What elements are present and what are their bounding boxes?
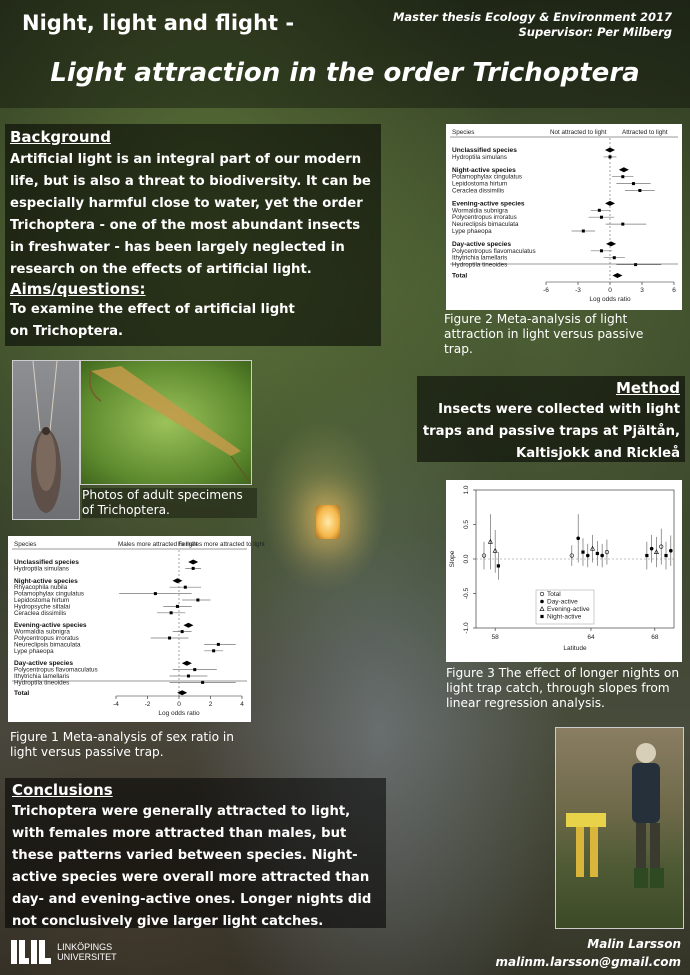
forest-x-axis-label: Log odds ratio xyxy=(589,296,631,303)
forest-point xyxy=(621,223,624,226)
method-text: Insects were collected with light traps and passive traps at Pjältån, Kaltisjokk and Rickleå xyxy=(422,402,680,461)
thesis-info xyxy=(393,10,672,40)
photo-caddisfly-side xyxy=(80,360,252,485)
forest-row-label: Potamophylax cingulatus xyxy=(14,590,85,598)
caddisfly-front-illustration xyxy=(13,361,79,519)
forest-row-label: Hydroptila simulans xyxy=(452,153,507,161)
forest-tick-label: -4 xyxy=(113,701,119,708)
forest-row-label: Unclassified species xyxy=(14,559,79,566)
supervisor-label: Supervisor: Per Milberg xyxy=(518,25,672,39)
conclusions-text: Trichoptera were generally attracted to light, with females more attracted than males, but these patterns varied between species. Night-active species were overall more attracted than day- and evening-active ones. Longer nights did not conclusively give larger light catches. xyxy=(12,804,372,929)
forest-point xyxy=(212,649,215,652)
forest-tick-label: -2 xyxy=(144,701,151,708)
author-name: Malin Larsson xyxy=(587,937,681,951)
forest-point xyxy=(181,630,184,633)
forest-row-label: Ithytrichia lamellaris xyxy=(14,673,70,680)
forest-point xyxy=(632,182,635,185)
forest-point xyxy=(168,637,171,640)
forest-summary-diamond xyxy=(612,273,622,278)
light-trap-lamp xyxy=(316,505,340,539)
forest-row-label: Ceraclea dissimilis xyxy=(452,187,505,195)
background-heading: Background xyxy=(10,128,111,146)
scatter-point-day xyxy=(586,554,590,558)
forest-row-label: Evening-active species xyxy=(452,200,525,208)
photo-caddisfly-front xyxy=(12,360,80,520)
scatter-point-night xyxy=(664,554,667,557)
forest-row-label: Hydroptila tineoides xyxy=(14,679,70,687)
photos-caption: Photos of adult specimens of Trichoptera. xyxy=(82,488,257,518)
method-heading: Method xyxy=(616,379,680,397)
forest-left-label: Males more attracted to light xyxy=(118,541,198,548)
scatter-point-night xyxy=(596,552,599,555)
forest-summary-diamond xyxy=(177,690,187,695)
scatter-x-axis-label: Latitude xyxy=(563,645,587,652)
scatter-y-tick-label: -0.5 xyxy=(463,587,470,600)
scatter-point-day xyxy=(669,549,673,553)
forest-row-label: Lype phaeopa xyxy=(452,228,492,235)
background-text: Artificial light is an integral part of our modern life, but is also a threat to biodiversity. It can be especially harmful close to water, yet the order Trichoptera - one of the most abundant insects in freshwater - has been largely neglected in research on the effects of artificial light. xyxy=(10,152,371,277)
scatter-point-night xyxy=(497,564,500,567)
scatter-point-day xyxy=(576,537,580,541)
forest-summary-diamond xyxy=(172,578,182,583)
scatter-point-night xyxy=(645,554,648,557)
forest-point xyxy=(170,611,173,614)
forest-row-label: Evening-active species xyxy=(14,622,87,630)
forest-right-label: Females more attracted to light xyxy=(178,541,265,548)
forest-point xyxy=(184,586,187,589)
forest-row-label: Ithytrichia lamellaris xyxy=(452,254,508,262)
forest-row-label: Ceraclea dissimilis xyxy=(14,609,67,617)
forest-row-label: Rhyacophila nubila xyxy=(14,584,68,592)
forest-row-label: Day-active species xyxy=(14,660,74,668)
forest-row-label: Hydroptila simulans xyxy=(14,565,69,573)
figure1-chart xyxy=(8,536,265,722)
university-logo xyxy=(10,938,125,966)
figure3-caption: Figure 3 The effect of longer nights on light trap catch, through slopes from linear regression analysis. xyxy=(446,666,680,710)
figure2-caption: Figure 2 Meta-analysis of light attraction in light versus passive trap. xyxy=(444,312,644,356)
forest-row-label: Total xyxy=(14,689,30,697)
poster-title-line2: Light attraction in the order Trichoptera xyxy=(50,58,640,88)
poster-title-line1: Night, light and flight - xyxy=(22,11,295,35)
forest-tick-label: 0 xyxy=(608,287,612,294)
liu-logo-mark xyxy=(10,938,52,966)
forest-tick-label: -3 xyxy=(575,287,581,294)
figure2-svg xyxy=(446,124,682,310)
scatter-y-tick-label: 1.0 xyxy=(463,485,470,495)
scatter-y-axis-label: Slope xyxy=(449,550,456,568)
forest-point xyxy=(638,189,641,192)
scatter-y-tick-label: 0.5 xyxy=(463,519,470,530)
forest-row-label: Lepidostoma hirtum xyxy=(452,180,508,188)
scatter-x-tick-label: 68 xyxy=(651,634,659,641)
forest-point xyxy=(154,592,157,595)
forest-row-label: Wormaldia subnigra xyxy=(452,207,508,215)
scatter-point-day xyxy=(540,600,544,604)
forest-point xyxy=(609,155,612,158)
author-block xyxy=(496,935,681,971)
forest-row-label: Polycentropus irroratus xyxy=(452,214,517,222)
forest-col-header: Species xyxy=(452,129,475,136)
forest-point xyxy=(613,256,616,259)
scatter-point-night xyxy=(581,551,584,554)
forest-point xyxy=(621,175,624,178)
scatter-point-day xyxy=(600,554,604,558)
forest-row-label: Hydroptila tineoides xyxy=(452,261,508,269)
forest-point xyxy=(187,675,190,678)
forest-summary-diamond xyxy=(188,560,198,565)
forest-point xyxy=(582,230,585,233)
scatter-x-tick-label: 58 xyxy=(491,634,499,641)
forest-summary-diamond xyxy=(606,241,616,246)
forest-row-label: Night-active species xyxy=(452,166,516,174)
forest-col-header: Species xyxy=(14,541,37,548)
forest-row-label: Neureclipsis bimaculata xyxy=(14,641,81,649)
forest-point xyxy=(217,643,220,646)
forest-point xyxy=(634,263,637,266)
figure3-chart xyxy=(446,480,682,662)
caddisfly-side-illustration xyxy=(81,361,251,484)
scatter-y-tick-label: -1.0 xyxy=(463,622,470,634)
scatter-legend-label: Total xyxy=(547,591,561,598)
forest-point xyxy=(598,209,601,212)
aims-text: To examine the effect of artificial light on Trichoptera. xyxy=(10,302,295,339)
forest-row-label: Night-active species xyxy=(14,577,78,585)
forest-tick-label: 0 xyxy=(177,701,181,708)
scatter-point-day xyxy=(650,547,654,551)
forest-left-label: Not attracted to light xyxy=(550,129,607,136)
scatter-x-tick-label: 64 xyxy=(587,634,595,641)
scatter-point-night xyxy=(540,615,543,618)
forest-row-label: Day-active species xyxy=(452,240,512,248)
figure1-svg xyxy=(8,536,265,722)
forest-tick-label: 3 xyxy=(640,287,644,294)
forest-tick-label: 6 xyxy=(672,287,676,294)
master-label: Master thesis Ecology & Environment 2017 xyxy=(392,10,672,24)
forest-row-label: Lepidostoma hirtum xyxy=(14,597,70,604)
forest-row-label: Lype phaeopa xyxy=(14,647,54,655)
forest-summary-diamond xyxy=(182,661,192,666)
forest-row-label: Wormaldia subnigra xyxy=(14,628,70,636)
photo-field-work xyxy=(555,727,684,929)
forest-tick-label: -6 xyxy=(543,287,549,294)
forest-x-axis-label: Log odds ratio xyxy=(158,710,200,717)
figure1-caption: Figure 1 Meta-analysis of sex ratio in light versus passive trap. xyxy=(10,730,235,759)
figure2-chart xyxy=(446,124,682,310)
forest-row-label: Neureclipsis bimaculata xyxy=(452,221,519,229)
forest-row-label: Polycentropus flavomaculatus xyxy=(452,247,536,255)
scatter-legend-label: Evening-active xyxy=(547,606,590,613)
forest-row-label: Unclassified species xyxy=(452,147,517,154)
forest-tick-label: 2 xyxy=(208,701,213,708)
forest-tick-label: 4 xyxy=(240,701,244,708)
scatter-legend-label: Day-active xyxy=(547,598,578,606)
figure3-svg xyxy=(446,480,682,662)
scatter-legend-label: Night-active xyxy=(547,613,582,621)
forest-point xyxy=(192,567,195,570)
field-work-illustration xyxy=(556,728,683,928)
forest-point xyxy=(201,681,204,684)
forest-row-label: Potamophylax cingulatus xyxy=(452,173,523,181)
forest-summary-diamond xyxy=(605,148,615,153)
forest-point xyxy=(600,216,603,219)
scatter-y-tick-label: 0.0 xyxy=(463,554,470,564)
university-name: LINKÖPINGS UNIVERSITET xyxy=(57,942,117,962)
forest-row-label: Polycentropus irroratus xyxy=(14,635,79,642)
forest-summary-diamond xyxy=(183,623,193,628)
forest-right-label: Attracted to light xyxy=(622,129,668,136)
forest-point xyxy=(196,599,199,602)
conclusions-heading: Conclusions xyxy=(12,781,113,799)
aims-heading: Aims/questions: xyxy=(10,280,146,298)
forest-row-label: Hydropsyche siltalai xyxy=(14,603,70,611)
forest-point xyxy=(176,605,179,608)
forest-summary-diamond xyxy=(605,201,615,206)
forest-point xyxy=(600,249,603,252)
author-email[interactable]: malinm.larsson@gmail.com xyxy=(495,955,681,969)
forest-summary-diamond xyxy=(619,167,629,172)
forest-row-label: Total xyxy=(452,272,468,280)
forest-point xyxy=(193,668,196,671)
forest-row-label: Polycentropus flavomaculatus xyxy=(14,666,98,674)
